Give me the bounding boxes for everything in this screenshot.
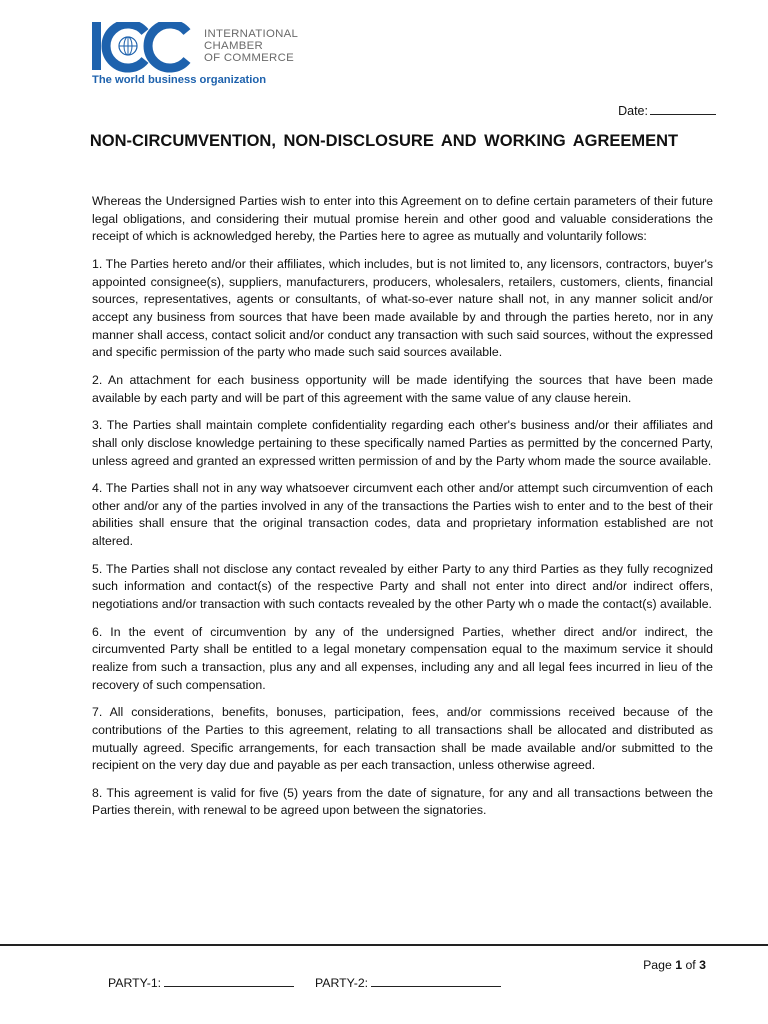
page-of: of — [685, 958, 696, 972]
party-2-signature — [315, 975, 501, 990]
clause-6: 6. In the event of circumvention by any of the undersigned Parties, whether direct and/or indirect, the circumvented Party shall be entitled to a legal monetary compensation equal to the maximum service it should realize from such a transaction, plus any and all expenses, including any and all legal fees incurred in lieu of the recovery of such compensation. — [92, 624, 713, 692]
preamble-paragraph: Whereas the Undersigned Parties wish to enter into this Agreement on to define certain parameters of their future legal obligations, and considering their mutual promise herein and other good and valuable considerations the receipt of which is acknowledged hereby, the Parties here to agree as mutually and voluntarily follows: — [92, 194, 713, 244]
clause-4: 4. The Parties shall not in any way whatsoever circumvent each other and/or attempt such circumvention of each other and/or any of the parties involved in any of the transactions the Parties wish to enter and to the best of their abilities shall ensure that the original transaction codes, data and proprietary information established are not altered. — [92, 481, 713, 549]
date-blank-line[interactable] — [650, 103, 716, 115]
org-tagline: The world business organization — [92, 74, 267, 86]
clause-5: 5. The Parties shall not disclose any contact revealed by either Party to any third Parties as they fully recognized such information and contact(s) of the respective Party and shall not enter into direct and/or indirect offers, negotiations and/or transaction with such contacts revealed by the other Party wh o made the contact(s) available. — [92, 561, 713, 612]
page-number — [643, 958, 706, 972]
page-total: 3 — [699, 958, 706, 972]
date-label: Date: — [618, 104, 648, 118]
page-word: Page — [643, 958, 672, 972]
party-2-signature-line[interactable] — [371, 975, 501, 987]
date-field — [618, 103, 716, 118]
org-name-line-2: CHAMBER — [204, 40, 264, 52]
clause-8: 8. This agreement is valid for five (5) years from the date of signature, for any and all transactions between the Parties therein, with renewal to be agreed upon between the signatories. — [92, 785, 713, 818]
clause-1: 1. The Parties hereto and/or their affiliates, which includes, but is not limited to, any licensors, contractors, buyer's appointed consignee(s), suppliers, manufacturers, producers, wholesalers, retailers, customers, clients, financial sources, representatives, agents or consultants, of what-so-ever nature shall not, in any manner solicit and/or accept any business from sources that have been made available by and through the parties hereto, nor in any manner shall access, contact solicit and/or conduct any transaction with such said sources, without the expressed and specific permission of the party who made such said sources available. — [92, 256, 713, 360]
document-title: NON-CIRCUMVENTION, NON-DISCLOSURE AND WORKING AGREEMENT — [89, 132, 679, 150]
party-1-signature-line[interactable] — [164, 975, 294, 987]
agreement-body — [92, 193, 713, 830]
page-current: 1 — [675, 958, 683, 972]
party-1-label: PARTY-1: — [108, 976, 162, 990]
icc-logo-letters-icon — [92, 22, 192, 74]
org-name-line-3: OF COMMERCE — [204, 52, 294, 64]
clause-3: 3. The Parties shall maintain complete confidentiality regarding each other's business and/or their affiliates and shall only disclose knowledge pertaining to these specifically named Parties as permitted by the concerned Party, unless agreed and granted an expressed written permission of and by the Party whom made the source available. — [92, 418, 713, 468]
party-1-signature — [108, 975, 294, 990]
party-2-label: PARTY-2: — [315, 976, 369, 990]
footer-divider — [0, 944, 768, 946]
clause-2: 2. An attachment for each business opportunity will be made identifying the sources that have been made available by each party and will be part of this agreement with the same value of any clause herein. — [92, 372, 713, 405]
clause-7: 7. All considerations, benefits, bonuses, participation, fees, and/or commissions received because of the contributions of the Parties to this agreement, relating to all transactions shall be allocated and distributed as mutually agreed. Specific arrangements, for each transaction shall be made available and/or submitted to the recipient on the very day due and payable as per each transaction, unless otherwise agreed. — [92, 705, 713, 773]
org-name-line-1: INTERNATIONAL — [204, 28, 299, 40]
